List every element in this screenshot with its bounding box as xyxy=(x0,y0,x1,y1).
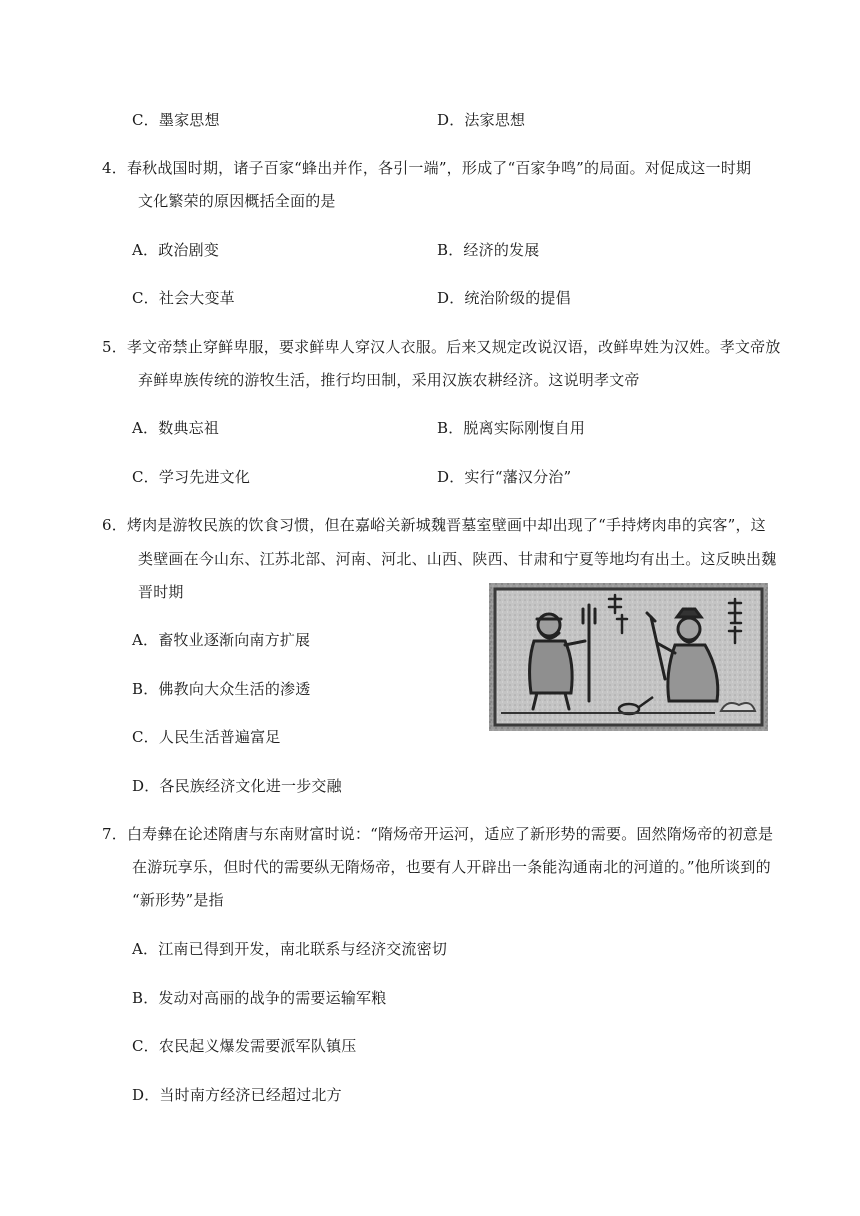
q6-stem-cont: 类壁画在今山东、江苏北部、河南、河北、山西、陕西、甘肃和宁夏等地均有出土。这反映出魏 xyxy=(138,550,777,568)
q7-stem-cont: 在游玩享乐，但时代的需要纵无隋炀帝，也要有人开辟出一条能沟通南北的河道的。”他所谈到的 xyxy=(132,858,771,876)
q4-stem: 4．春秋战国时期，诸子百家“蜂出并作，各引一端”，形成了“百家争鸣”的局面。对促成这一时期 xyxy=(102,159,752,177)
q5-option-a[interactable]: A．数典忘祖 xyxy=(132,419,220,437)
q4-option-c[interactable]: C．社会大变革 xyxy=(132,289,235,307)
q4-option-d[interactable]: D．统治阶级的提倡 xyxy=(437,289,571,307)
q7-stem: 7．白寿彝在论述隋唐与东南财富时说：“隋炀帝开运河，适应了新形势的需要。固然隋炀帝的初意是 xyxy=(102,825,774,843)
q5-option-c[interactable]: C．学习先进文化 xyxy=(132,468,251,486)
q4-option-a[interactable]: A．政治剧变 xyxy=(132,241,220,259)
q6-option-a[interactable]: A．畜牧业逐渐向南方扩展 xyxy=(132,631,311,649)
q6-option-d[interactable]: D．各民族经济文化进一步交融 xyxy=(132,777,342,795)
q6-option-c[interactable]: C．人民生活普遍富足 xyxy=(132,728,281,746)
q7-option-a[interactable]: A．江南已得到开发，南北联系与经济交流密切 xyxy=(132,940,448,958)
q6-stem: 6．烤肉是游牧民族的饮食习惯，但在嘉峪关新城魏晋墓室壁画中却出现了“手持烤肉串的宾客”，这 xyxy=(102,516,766,534)
q4-stem-cont: 文化繁荣的原因概括全面的是 xyxy=(138,192,336,210)
q6-stem-cont2: 晋时期 xyxy=(138,583,184,601)
q6-option-b[interactable]: B．佛教向大众生活的渗透 xyxy=(132,680,311,698)
q7-option-b[interactable]: B．发动对高丽的战争的需要运输军粮 xyxy=(132,989,387,1007)
q7-option-d[interactable]: D．当时南方经济已经超过北方 xyxy=(132,1086,342,1104)
q4-option-b[interactable]: B．经济的发展 xyxy=(437,241,540,259)
q3-option-c[interactable]: C．墨家思想 xyxy=(132,111,220,129)
q5-stem-cont: 弃鲜卑族传统的游牧生活，推行均田制，采用汉族农耕经济。这说明孝文帝 xyxy=(138,371,640,389)
q5-option-d[interactable]: D．实行“藩汉分治” xyxy=(437,468,572,486)
q7-option-c[interactable]: C．农民起义爆发需要派军队镇压 xyxy=(132,1037,357,1055)
q5-option-b[interactable]: B．脱离实际刚愎自用 xyxy=(437,419,586,437)
q5-stem: 5．孝文帝禁止穿鲜卑服，要求鲜卑人穿汉人衣服。后来又规定改说汉语，改鲜卑姓为汉姓。孝文帝放 xyxy=(102,338,781,356)
q7-stem-cont2: “新形势”是指 xyxy=(132,891,224,909)
tomb-mural-image xyxy=(489,583,768,731)
q3-option-d[interactable]: D．法家思想 xyxy=(437,111,526,129)
